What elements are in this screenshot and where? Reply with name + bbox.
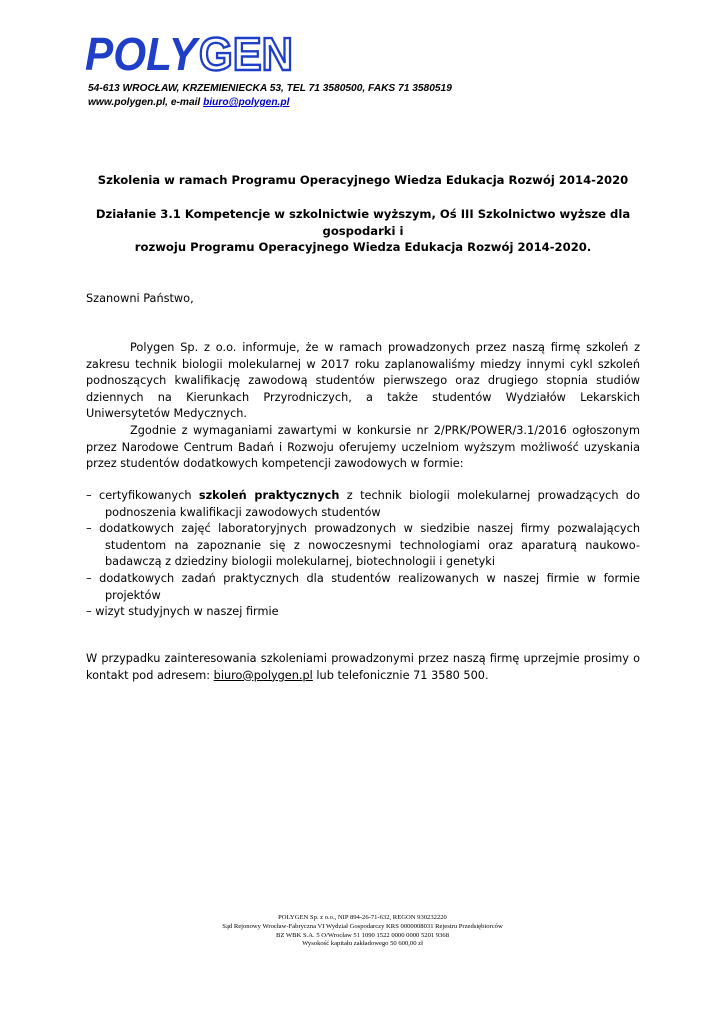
paragraph-intro: Polygen Sp. z o.o. informuje, że w ramach prowadzonych przez naszą firmę szkoleń z zakresu technik biologii molekularnej w 2017 roku zaplanowaliśmy miedzy innymi cykl szkoleń podnoszących kwalifikację zawodową studentów pierwszego oraz drugiego stopnia studiów dziennych na Kierunkach Przyrodniczych, a także studentów Wydziałów Lekarskich Uniwersytetów Medycznych. bbox=[86, 341, 640, 421]
logo-text-poly: POLY bbox=[85, 28, 201, 76]
footer-line: BZ WBK S.A. 5 O/Wrocław 51 1090 1522 0000 0000 5201 9368 bbox=[275, 931, 450, 939]
document-title: Szkolenia w ramach Programu Operacyjnego Wiedza Edukacja Rozwój 2014-2020 bbox=[97, 173, 629, 187]
list-item: – dodatkowych zajęć laboratoryjnych prowadzonych w siedzibie naszej firmy pozwalających studentom na zapoznanie się z nowoczesnymi technologiami oraz aparaturą naukowo- badawczą z dziedziny biologii molekularnej, biotechnologii i genetyki bbox=[86, 522, 640, 569]
contact-email-link[interactable]: biuro@polygen.pl bbox=[213, 668, 313, 682]
footer-line: Wysokość kapitału zakładowego 50 600,00 zł bbox=[302, 940, 423, 948]
polygen-logo bbox=[85, 28, 295, 76]
paragraph-competencies: Zgodnie z wymaganiami zawartymi w konkursie nr 2/PRK/POWER/3.1/2016 ogłoszonym przez Narodowe Centrum Badań i Rozwoju oferujemy uczelniom wyższym możliwość uzyskania przez studentów dodatkowych kompetencji zawodowych w formie: bbox=[86, 424, 640, 471]
document-subtitle bbox=[86, 206, 640, 256]
footer-line: POLYGEN Sp. z o.o., NIP 894-26-71-632, REGON 930232220 bbox=[278, 914, 447, 921]
paragraph-contact: W przypadku zainteresowania szkoleniami prowadzonymi przez naszą firmę uprzejmie prosimy o kontakt pod adresem: biuro@polygen.pl lub telefonicznie 71 3580 500. bbox=[86, 652, 640, 682]
bullet-list bbox=[86, 488, 640, 621]
list-item: – dodatkowych zadań praktycznych dla studentów realizowanych w naszej firmie w formie projektów bbox=[86, 571, 640, 602]
footer-line: Sąd Rejonowy Wrocław-Fabryczna VI Wydział Gospodarczy KRS 0000008031 Rejestru Przedsiębiorców bbox=[222, 922, 503, 930]
list-item: – wizyt studyjnych w naszej firmie bbox=[86, 605, 279, 619]
logo-text-gen: GEN bbox=[199, 28, 293, 76]
subtitle-line-1: Działanie 3.1 Kompetencje w szkolnictwie wyższym, Oś III Szkolnictwo wyższe dla gospodarki i bbox=[95, 207, 631, 238]
emphasis-text: szkoleń praktycznych bbox=[198, 489, 340, 502]
salutation: Szanowni Państwo, bbox=[86, 292, 194, 305]
company-footer bbox=[0, 914, 725, 949]
company-address: 54-613 WROCŁAW, KRZEMIENIECKA 53, TEL 71 3580500, FAKS 71 3580519 bbox=[88, 83, 452, 94]
letterhead-address-block bbox=[88, 82, 452, 110]
letterhead-email-link[interactable]: biuro@polygen.pl bbox=[203, 97, 290, 108]
company-web-line: www.polygen.pl, e-mail biuro@polygen.pl bbox=[88, 97, 290, 108]
subtitle-line-2: rozwoju Programu Operacyjnego Wiedza Edukacja Rozwój 2014-2020. bbox=[134, 240, 592, 255]
list-item: – certyfikowanych szkoleń praktycznych z technik biologii molekularnej prowadzących do podnoszenia kwalifikacji zawodowych studentów bbox=[86, 489, 640, 519]
